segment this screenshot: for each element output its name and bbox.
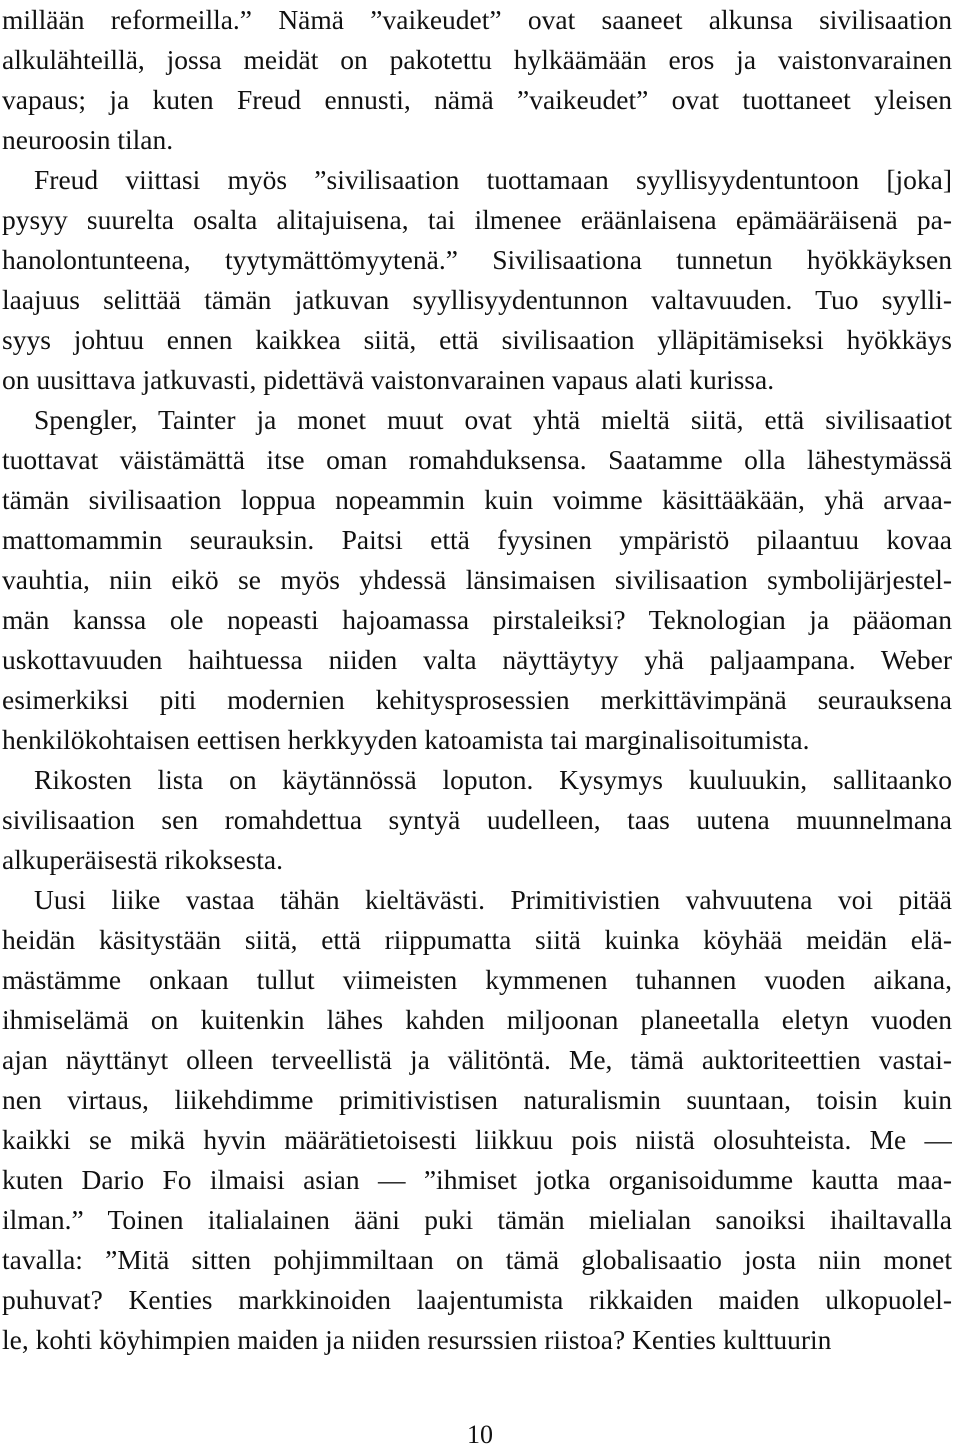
text-line: tavalla: ”Mitä sitten pohjimmiltaan on tämä globalisaatio josta niin monet (2, 1244, 952, 1275)
text-line: henkilökohtaisen eettisen herkkyyden katoamista tai marginalisoitumista. (2, 724, 810, 755)
body-text (2, 0, 952, 1360)
text-line: puhuvat? Kenties markkinoiden laajentumista rikkaiden maiden ulkopuolel- (2, 1284, 952, 1315)
text-line: le, kohti köyhimpien maiden ja niiden resurssien riistoa? Kenties kulttuurin (2, 1324, 832, 1355)
text-line: ihmiselämä on kuitenkin lähes kahden miljoonan planeetalla eletyn vuoden (2, 1004, 952, 1035)
text-line: ajan näyttänyt olleen terveellistä ja välitöntä. Me, tämä auktoriteettien vastai- (2, 1044, 952, 1075)
text-line: Rikosten lista on käytännössä loputon. Kysymys kuuluukin, sallitaanko (34, 764, 952, 795)
text-line: laajuus selittää tämän jatkuvan syyllisyydentunnon valtavuuden. Tuo syylli- (2, 284, 952, 315)
text-line: neuroosin tilan. (2, 124, 174, 155)
text-line: mattomammin seurauksin. Paitsi että fyysinen ympäristö pilaantuu kovaa (2, 524, 952, 555)
text-line: ilman.” Toinen italialainen ääni puki tämän mielialan sanoiksi ihailtavalla (2, 1204, 952, 1235)
text-line: hanolontunteena, tyytymättömyytenä.” Sivilisaationa tunnetun hyökkäyksen (2, 244, 952, 275)
text-line: Freud viittasi myös ”sivilisaation tuottamaan syyllisyydentuntoon [joka] (34, 164, 952, 195)
text-line: syys johtuu ennen kaikkea siitä, että sivilisaation ylläpitämiseksi hyökkäys (2, 324, 952, 355)
text-line: on uusittava jatkuvasti, pidettävä vaistonvarainen vapaus alati kurissa. (2, 364, 775, 395)
text-line: esimerkiksi piti modernien kehitysprosessien merkittävimpänä seurauksena (2, 684, 952, 715)
text-line: tämän sivilisaation loppua nopeammin kuin voimme käsittääkään, yhä arvaa- (2, 484, 952, 515)
text-line: vauhtia, niin eikö se myös yhdessä länsimaisen sivilisaation symbolijärjestel- (2, 564, 952, 595)
text-line: nen virtaus, liikehdimme primitivistisen naturalismin suuntaan, toisin kuin (2, 1084, 952, 1115)
text-line: alkulähteillä, jossa meidät on pakotettu hylkäämään eros ja vaistonvarainen (2, 44, 952, 75)
page-number: 10 (467, 1420, 493, 1449)
text-line: pysyy suurelta osalta alitajuisena, tai ilmenee eräänlaisena epämääräisenä pa- (2, 204, 952, 235)
text-line: tuottavat väistämättä itse oman romahduksensa. Saatamme olla lähestymässä (2, 444, 952, 475)
text-line: Uusi liike vastaa tähän kieltävästi. Primitivistien vahvuutena voi pitää (34, 884, 952, 915)
text-line: alkuperäisestä rikoksesta. (2, 844, 284, 875)
text-line: millään reformeilla.” Nämä ”vaikeudet” ovat saaneet alkunsa sivilisaation (2, 4, 952, 35)
text-line: män kanssa ole nopeasti hajoamassa pirstaleiksi? Teknologian ja pääoman (2, 604, 952, 635)
text-line: sivilisaation sen romahdettua syntyä uudelleen, taas uutena muunnelmana (2, 804, 952, 835)
text-line: kaikki se mikä hyvin määrätietoisesti liikkuu pois niistä olosuhteista. Me — (2, 1124, 952, 1155)
text-line: Spengler, Tainter ja monet muut ovat yhtä mieltä siitä, että sivilisaatiot (34, 404, 952, 435)
text-line: kuten Dario Fo ilmaisi asian — ”ihmiset jotka organisoidumme kautta maa- (2, 1164, 952, 1195)
text-line: vapaus; ja kuten Freud ennusti, nämä ”vaikeudet” ovat tuottaneet yleisen (2, 84, 952, 115)
text-line: heidän käsitystään siitä, että riippumatta siitä kuinka köyhää meidän elä- (2, 924, 952, 955)
text-line: uskottavuuden haihtuessa niiden valta näyttäytyy yhä paljaampana. Weber (2, 644, 952, 675)
text-line: mästämme onkaan tullut viimeisten kymmenen tuhannen vuoden aikana, (2, 964, 952, 995)
